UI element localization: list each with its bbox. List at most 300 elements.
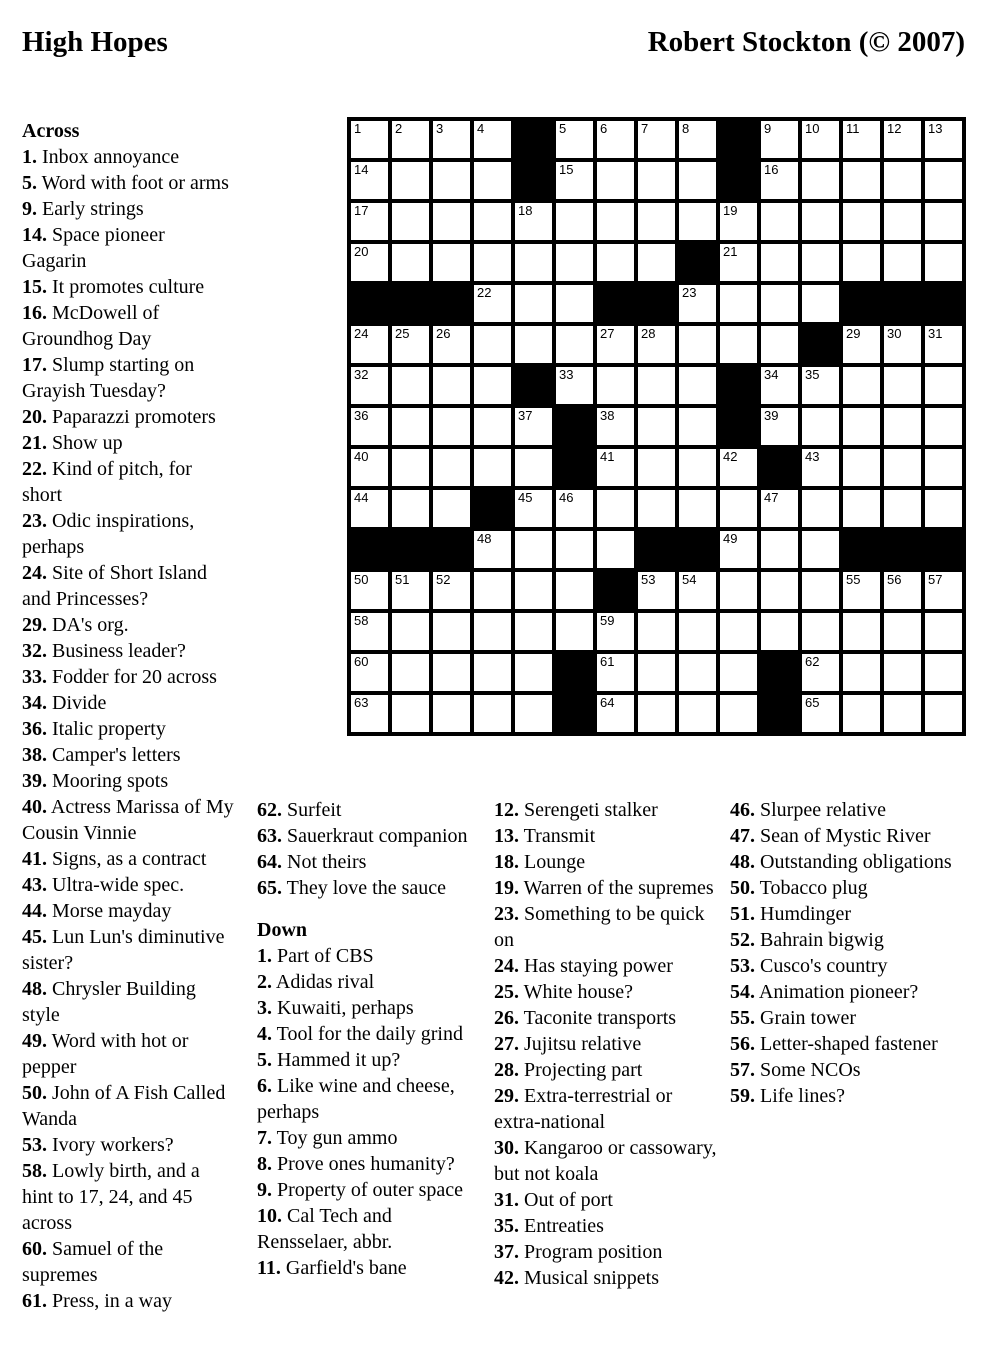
grid-cell[interactable] xyxy=(638,121,675,158)
grid-cell[interactable] xyxy=(802,490,839,527)
grid-cell[interactable] xyxy=(597,613,634,650)
grid-cell[interactable] xyxy=(720,695,757,732)
grid-cell[interactable] xyxy=(720,613,757,650)
grid-cell[interactable] xyxy=(720,326,757,363)
grid-cell[interactable] xyxy=(802,613,839,650)
cell-number: 20 xyxy=(354,244,369,259)
grid-cell[interactable] xyxy=(679,572,716,609)
cell-number: 10 xyxy=(805,121,820,136)
grid-cell[interactable] xyxy=(474,244,511,281)
grid-cell[interactable] xyxy=(761,203,798,240)
grid-cell[interactable] xyxy=(925,121,962,158)
grid-cell-black xyxy=(925,285,962,322)
clue: 25. White house? xyxy=(494,981,634,1003)
grid-cell[interactable] xyxy=(392,244,429,281)
cell-number: 43 xyxy=(805,449,820,464)
cell-number: 5 xyxy=(559,121,567,136)
grid-cell[interactable] xyxy=(474,285,511,322)
grid-cell-black xyxy=(761,695,798,732)
clue: 29. DA's org. xyxy=(22,614,129,636)
grid-cell[interactable] xyxy=(884,367,921,404)
cell-number: 15 xyxy=(559,162,574,177)
grid-cell[interactable] xyxy=(925,367,962,404)
grid-cell[interactable] xyxy=(638,490,675,527)
grid-cell[interactable] xyxy=(351,572,388,609)
clue-number: 33. xyxy=(22,666,47,688)
clue: 50. Tobacco plug xyxy=(730,877,868,899)
grid-cell[interactable] xyxy=(884,654,921,691)
clue-column-down-end xyxy=(730,797,962,1109)
clue: 1. Inbox annoyance xyxy=(22,146,180,168)
grid-cell[interactable] xyxy=(515,449,552,486)
grid-cell[interactable] xyxy=(392,367,429,404)
grid-cell[interactable] xyxy=(679,654,716,691)
clue-number: 63. xyxy=(257,825,282,847)
grid-cell[interactable] xyxy=(597,531,634,568)
clue: 45. Lun Lun's diminutive sister? xyxy=(22,926,225,974)
clue-number: 60. xyxy=(22,1238,47,1260)
clue: 7. Toy gun ammo xyxy=(257,1127,398,1149)
grid-cell-black xyxy=(843,531,880,568)
grid-cell[interactable] xyxy=(843,695,880,732)
cell-number: 25 xyxy=(395,326,410,341)
grid-cell[interactable] xyxy=(925,449,962,486)
grid-cell[interactable] xyxy=(720,572,757,609)
clue: 23. Odic inspirations, perhaps xyxy=(22,510,195,558)
grid-cell[interactable] xyxy=(392,162,429,199)
grid-cell[interactable] xyxy=(474,367,511,404)
grid-cell[interactable] xyxy=(433,121,470,158)
clue: 9. Early strings xyxy=(22,198,144,220)
clue-number: 5. xyxy=(22,172,37,194)
grid-cell[interactable] xyxy=(515,244,552,281)
clue-number: 49. xyxy=(22,1030,47,1052)
grid-cell[interactable] xyxy=(679,695,716,732)
grid-cell[interactable] xyxy=(802,408,839,445)
grid-cell[interactable] xyxy=(720,654,757,691)
clue-list-heading: Across xyxy=(22,120,80,142)
grid-cell[interactable] xyxy=(802,449,839,486)
cell-number: 31 xyxy=(928,326,943,341)
grid-cell[interactable] xyxy=(638,367,675,404)
grid-cell[interactable] xyxy=(351,367,388,404)
clue-number: 43. xyxy=(22,874,47,896)
clue: 46. Slurpee relative xyxy=(730,799,887,821)
clue-number: 39. xyxy=(22,770,47,792)
clue: 5. Word with foot or arms xyxy=(22,172,229,194)
cell-number: 50 xyxy=(354,572,369,587)
grid-cell[interactable] xyxy=(556,244,593,281)
grid-cell[interactable] xyxy=(515,285,552,322)
clue: 64. Not theirs xyxy=(257,851,367,873)
grid-cell[interactable] xyxy=(679,367,716,404)
clue-number: 5. xyxy=(257,1049,272,1071)
grid-cell[interactable] xyxy=(556,613,593,650)
grid-cell[interactable] xyxy=(761,244,798,281)
grid-cell[interactable] xyxy=(597,367,634,404)
grid-cell[interactable] xyxy=(638,449,675,486)
clue-number: 15. xyxy=(22,276,47,298)
clue: 53. Cusco's country xyxy=(730,955,888,977)
clue-number: 25. xyxy=(494,981,519,1003)
grid-cell-black xyxy=(392,531,429,568)
grid-cell[interactable] xyxy=(515,203,552,240)
grid-cell[interactable] xyxy=(515,490,552,527)
grid-cell[interactable] xyxy=(843,244,880,281)
grid-cell[interactable] xyxy=(392,490,429,527)
cell-number: 45 xyxy=(518,490,533,505)
grid-cell[interactable] xyxy=(843,490,880,527)
cell-number: 14 xyxy=(354,162,369,177)
grid-cell[interactable] xyxy=(802,203,839,240)
grid-cell[interactable] xyxy=(597,203,634,240)
clue: 60. Samuel of the supremes xyxy=(22,1238,164,1286)
grid-cell[interactable] xyxy=(679,408,716,445)
grid-cell[interactable] xyxy=(679,162,716,199)
grid-cell[interactable] xyxy=(597,695,634,732)
grid-cell[interactable] xyxy=(433,572,470,609)
grid-cell[interactable] xyxy=(392,572,429,609)
grid-cell[interactable] xyxy=(679,326,716,363)
grid-cell[interactable] xyxy=(925,613,962,650)
grid-cell-black xyxy=(515,121,552,158)
clue-number: 42. xyxy=(494,1267,519,1289)
clue: 11. Garfield's bane xyxy=(257,1257,407,1279)
grid-cell[interactable] xyxy=(433,449,470,486)
grid-cell[interactable] xyxy=(843,654,880,691)
grid-cell[interactable] xyxy=(392,613,429,650)
grid-cell[interactable] xyxy=(884,244,921,281)
grid-cell[interactable] xyxy=(884,203,921,240)
grid-cell[interactable] xyxy=(474,408,511,445)
grid-cell[interactable] xyxy=(515,695,552,732)
grid-cell[interactable] xyxy=(351,449,388,486)
grid-cell[interactable] xyxy=(515,326,552,363)
grid-cell[interactable] xyxy=(556,572,593,609)
grid-cell[interactable] xyxy=(884,408,921,445)
grid-cell[interactable] xyxy=(761,613,798,650)
grid-cell[interactable] xyxy=(515,613,552,650)
clue: 55. Grain tower xyxy=(730,1007,857,1029)
puzzle-title: High Hopes xyxy=(22,26,168,58)
clue: 10. Cal Tech and Rensselaer, abbr. xyxy=(257,1205,393,1253)
grid-cell[interactable] xyxy=(843,367,880,404)
grid-cell[interactable] xyxy=(802,572,839,609)
grid-cell[interactable] xyxy=(925,654,962,691)
grid-cell[interactable] xyxy=(556,490,593,527)
clue: 24. Has staying power xyxy=(494,955,673,977)
grid-cell[interactable] xyxy=(761,326,798,363)
grid-cell-black xyxy=(761,654,798,691)
grid-cell[interactable] xyxy=(638,203,675,240)
grid-cell[interactable] xyxy=(351,162,388,199)
grid-cell[interactable] xyxy=(925,695,962,732)
grid-cell[interactable] xyxy=(761,408,798,445)
grid-cell[interactable] xyxy=(884,613,921,650)
grid-cell[interactable] xyxy=(884,572,921,609)
grid-cell[interactable] xyxy=(638,572,675,609)
grid-cell[interactable] xyxy=(597,490,634,527)
grid-cell[interactable] xyxy=(351,408,388,445)
grid-cell[interactable] xyxy=(843,408,880,445)
grid-cell[interactable] xyxy=(392,408,429,445)
grid-cell[interactable] xyxy=(638,695,675,732)
clue: 21. Show up xyxy=(22,432,123,454)
clue-number: 19. xyxy=(494,877,519,899)
grid-cell-black xyxy=(638,531,675,568)
grid-cell[interactable] xyxy=(392,326,429,363)
clue-number: 59. xyxy=(730,1085,755,1107)
grid-cell[interactable] xyxy=(474,203,511,240)
grid-cell[interactable] xyxy=(761,572,798,609)
grid-cell[interactable] xyxy=(802,162,839,199)
grid-cell[interactable] xyxy=(597,449,634,486)
grid-cell[interactable] xyxy=(638,162,675,199)
grid-cell[interactable] xyxy=(925,162,962,199)
grid-cell[interactable] xyxy=(433,326,470,363)
clue-number: 20. xyxy=(22,406,47,428)
clue: 53. Ivory workers? xyxy=(22,1134,174,1156)
grid-cell[interactable] xyxy=(392,449,429,486)
grid-cell[interactable] xyxy=(392,203,429,240)
cell-number: 21 xyxy=(723,244,738,259)
clue-number: 2. xyxy=(257,971,272,993)
grid-cell[interactable] xyxy=(351,326,388,363)
grid-cell[interactable] xyxy=(433,695,470,732)
clue-number: 55. xyxy=(730,1007,755,1029)
cell-number: 35 xyxy=(805,367,820,382)
clue-number: 50. xyxy=(22,1082,47,1104)
cell-number: 47 xyxy=(764,490,779,505)
grid-cell[interactable] xyxy=(515,408,552,445)
cell-number: 46 xyxy=(559,490,574,505)
grid-cell[interactable] xyxy=(556,285,593,322)
cell-number: 24 xyxy=(354,326,369,341)
grid-cell-black xyxy=(556,408,593,445)
cell-number: 1 xyxy=(354,121,362,136)
grid-cell[interactable] xyxy=(884,121,921,158)
grid-cell[interactable] xyxy=(802,654,839,691)
grid-cell[interactable] xyxy=(638,613,675,650)
grid-cell[interactable] xyxy=(884,449,921,486)
cell-number: 4 xyxy=(477,121,485,136)
grid-cell[interactable] xyxy=(802,285,839,322)
grid-cell[interactable] xyxy=(474,572,511,609)
cell-number: 3 xyxy=(436,121,444,136)
clue-number: 4. xyxy=(257,1023,272,1045)
grid-cell[interactable] xyxy=(720,285,757,322)
clue: 30. Kangaroo or cassowary, but not koala xyxy=(494,1137,717,1185)
grid-cell[interactable] xyxy=(433,367,470,404)
clue-number: 34. xyxy=(22,692,47,714)
grid-cell[interactable] xyxy=(843,613,880,650)
cell-number: 18 xyxy=(518,203,533,218)
grid-cell[interactable] xyxy=(474,613,511,650)
grid-cell[interactable] xyxy=(925,244,962,281)
grid-cell[interactable] xyxy=(720,203,757,240)
grid-cell[interactable] xyxy=(802,244,839,281)
grid-cell-black xyxy=(638,285,675,322)
grid-cell[interactable] xyxy=(884,326,921,363)
clue-number: 35. xyxy=(494,1215,519,1237)
clue-number: 31. xyxy=(494,1189,519,1211)
grid-cell-black xyxy=(351,285,388,322)
grid-cell[interactable] xyxy=(556,203,593,240)
clue-number: 11. xyxy=(257,1257,281,1279)
grid-cell[interactable] xyxy=(392,121,429,158)
clue-number: 22. xyxy=(22,458,47,480)
clue-number: 7. xyxy=(257,1127,272,1149)
grid-cell[interactable] xyxy=(433,654,470,691)
grid-cell[interactable] xyxy=(515,572,552,609)
grid-cell[interactable] xyxy=(474,654,511,691)
grid-cell[interactable] xyxy=(638,326,675,363)
clue-number: 24. xyxy=(494,955,519,977)
grid-cell[interactable] xyxy=(925,408,962,445)
grid-cell[interactable] xyxy=(925,490,962,527)
grid-cell[interactable] xyxy=(597,121,634,158)
grid-cell[interactable] xyxy=(433,490,470,527)
grid-cell[interactable] xyxy=(884,162,921,199)
grid-cell[interactable] xyxy=(556,162,593,199)
cell-number: 41 xyxy=(600,449,615,464)
clue-number: 24. xyxy=(22,562,47,584)
grid-cell[interactable] xyxy=(843,203,880,240)
grid-cell[interactable] xyxy=(802,695,839,732)
grid-cell[interactable] xyxy=(351,613,388,650)
grid-cell-black xyxy=(802,326,839,363)
clue: 6. Like wine and cheese, perhaps xyxy=(257,1075,455,1123)
grid-cell[interactable] xyxy=(679,490,716,527)
grid-cell[interactable] xyxy=(720,449,757,486)
grid-cell[interactable] xyxy=(597,326,634,363)
grid-cell[interactable] xyxy=(638,244,675,281)
grid-cell-black xyxy=(433,285,470,322)
grid-cell-black xyxy=(556,695,593,732)
cell-number: 2 xyxy=(395,121,403,136)
grid-cell[interactable] xyxy=(679,203,716,240)
grid-cell[interactable] xyxy=(679,613,716,650)
grid-cell[interactable] xyxy=(802,121,839,158)
grid-cell[interactable] xyxy=(638,408,675,445)
grid-cell[interactable] xyxy=(351,203,388,240)
clue: 24. Site of Short Island and Princesses? xyxy=(22,562,207,610)
clue-number: 53. xyxy=(730,955,755,977)
clue: 56. Letter-shaped fastener xyxy=(730,1033,938,1055)
grid-cell[interactable] xyxy=(638,654,675,691)
puzzle-byline: Robert Stockton (© 2007) xyxy=(647,26,965,58)
grid-cell[interactable] xyxy=(761,490,798,527)
clue: 49. Word with hot or pepper xyxy=(22,1030,189,1078)
grid-cell[interactable] xyxy=(515,531,552,568)
grid-cell[interactable] xyxy=(351,654,388,691)
grid-cell[interactable] xyxy=(679,121,716,158)
grid-cell[interactable] xyxy=(433,244,470,281)
grid-cell[interactable] xyxy=(884,695,921,732)
grid-cell[interactable] xyxy=(351,490,388,527)
clue: 42. Musical snippets xyxy=(494,1267,659,1289)
grid-cell-black xyxy=(884,285,921,322)
clue-number: 46. xyxy=(730,799,755,821)
grid-cell[interactable] xyxy=(597,654,634,691)
grid-cell[interactable] xyxy=(392,695,429,732)
grid-cell[interactable] xyxy=(351,695,388,732)
clue-number: 12. xyxy=(494,799,519,821)
clue: 58. Lowly birth, and a hint to 17, 24, and 45 across xyxy=(22,1160,200,1234)
grid-cell[interactable] xyxy=(556,326,593,363)
cell-number: 58 xyxy=(354,613,369,628)
cell-number: 60 xyxy=(354,654,369,669)
grid-cell[interactable] xyxy=(925,203,962,240)
clue: 4. Tool for the daily grind xyxy=(257,1023,463,1045)
grid-cell[interactable] xyxy=(556,531,593,568)
grid-cell[interactable] xyxy=(556,121,593,158)
grid-cell[interactable] xyxy=(761,367,798,404)
clue-number: 32. xyxy=(22,640,47,662)
clue-number: 9. xyxy=(22,198,37,220)
grid-cell[interactable] xyxy=(761,121,798,158)
grid-cell[interactable] xyxy=(597,408,634,445)
grid-cell[interactable] xyxy=(761,285,798,322)
grid-cell[interactable] xyxy=(474,695,511,732)
grid-cell[interactable] xyxy=(433,203,470,240)
grid-cell[interactable] xyxy=(597,244,634,281)
grid-cell[interactable] xyxy=(679,449,716,486)
grid-cell[interactable] xyxy=(556,367,593,404)
grid-cell[interactable] xyxy=(843,162,880,199)
grid-cell[interactable] xyxy=(843,326,880,363)
grid-cell[interactable] xyxy=(597,162,634,199)
clue: 5. Hammed it up? xyxy=(257,1049,401,1071)
clue-number: 57. xyxy=(730,1059,755,1081)
cell-number: 38 xyxy=(600,408,615,423)
grid-cell[interactable] xyxy=(679,285,716,322)
grid-cell[interactable] xyxy=(884,490,921,527)
grid-cell[interactable] xyxy=(474,449,511,486)
grid-cell[interactable] xyxy=(351,121,388,158)
grid-cell[interactable] xyxy=(843,121,880,158)
grid-cell[interactable] xyxy=(515,654,552,691)
grid-cell[interactable] xyxy=(843,449,880,486)
grid-cell[interactable] xyxy=(843,572,880,609)
clue: 28. Projecting part xyxy=(494,1059,643,1081)
clue: 62. Surfeit xyxy=(257,799,342,821)
grid-cell[interactable] xyxy=(433,408,470,445)
grid-cell[interactable] xyxy=(433,613,470,650)
cell-number: 51 xyxy=(395,572,410,587)
grid-cell[interactable] xyxy=(720,490,757,527)
grid-cell[interactable] xyxy=(802,367,839,404)
grid-cell[interactable] xyxy=(474,326,511,363)
grid-cell[interactable] xyxy=(392,654,429,691)
grid-cell[interactable] xyxy=(720,244,757,281)
grid-cell[interactable] xyxy=(761,162,798,199)
clue: 41. Signs, as a contract xyxy=(22,848,207,870)
clue-number: 65. xyxy=(257,877,282,899)
grid-cell[interactable] xyxy=(351,244,388,281)
grid-cell[interactable] xyxy=(474,162,511,199)
grid-cell[interactable] xyxy=(802,531,839,568)
grid-cell[interactable] xyxy=(474,121,511,158)
clue-number: 10. xyxy=(257,1205,282,1227)
grid-cell[interactable] xyxy=(474,531,511,568)
grid-cell[interactable] xyxy=(925,572,962,609)
grid-cell[interactable] xyxy=(720,531,757,568)
grid-cell[interactable] xyxy=(761,531,798,568)
grid-cell[interactable] xyxy=(925,326,962,363)
grid-cell[interactable] xyxy=(433,162,470,199)
clue-number: 54. xyxy=(730,981,755,1003)
